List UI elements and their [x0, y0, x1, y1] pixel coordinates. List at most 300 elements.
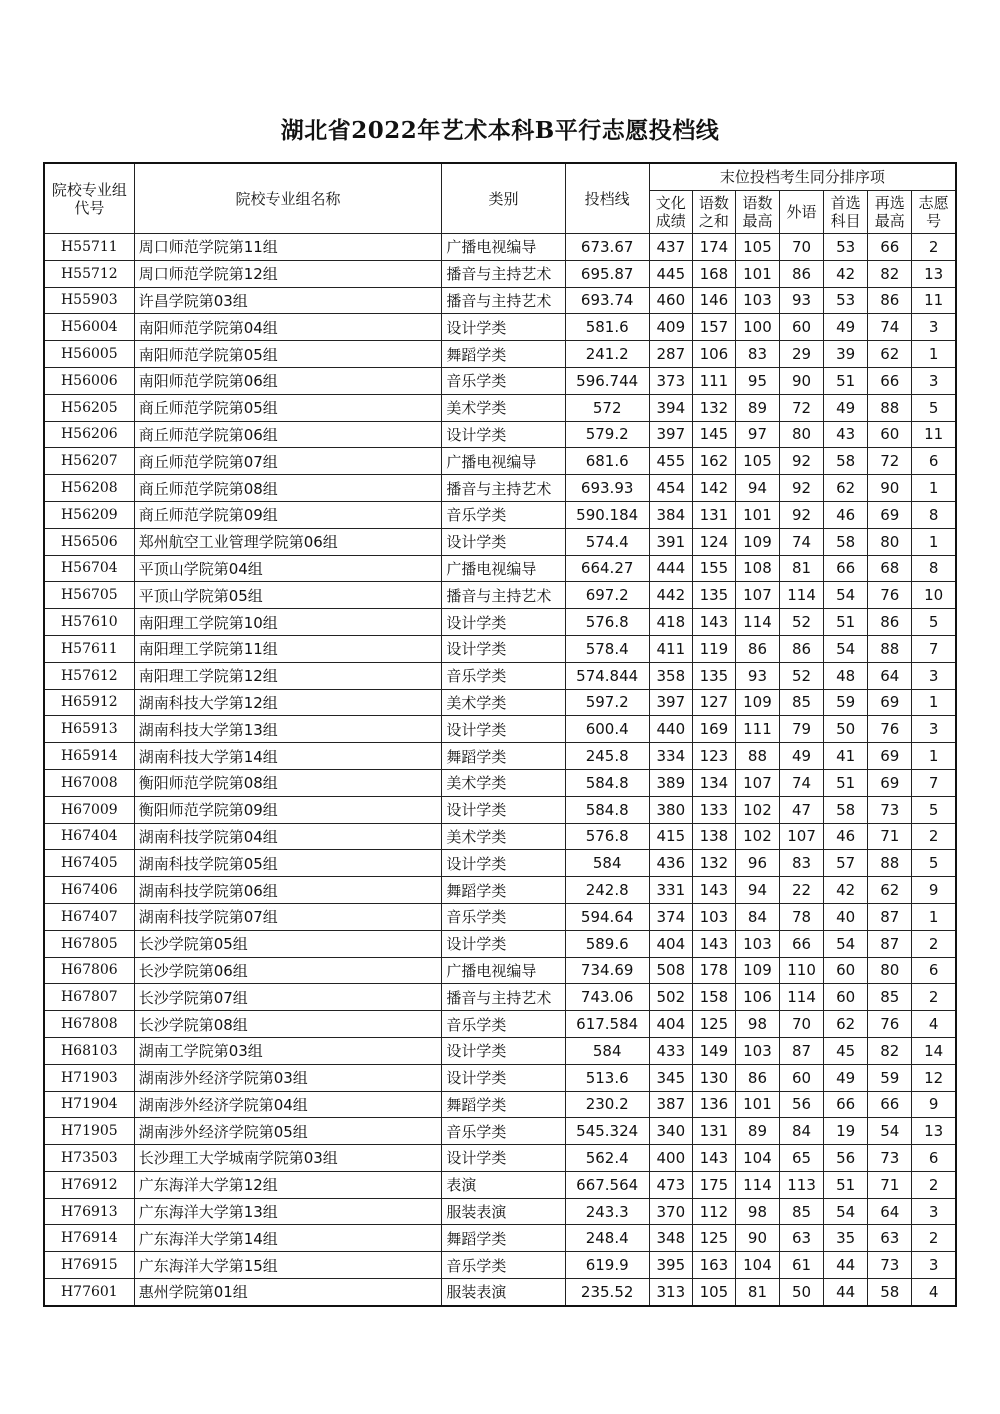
chinese-math-max-cell: 109 — [735, 528, 779, 555]
chinese-math-max-cell: 103 — [735, 1037, 779, 1064]
category-cell: 设计学类 — [442, 635, 565, 662]
chinese-math-sum-cell: 131 — [692, 1118, 735, 1145]
category-cell: 美术学类 — [442, 823, 565, 850]
chinese-math-max-cell: 103 — [735, 930, 779, 957]
preference-number-cell: 5 — [912, 394, 956, 421]
score-cell: 734.69 — [565, 957, 649, 984]
name-cell: 许昌学院第03组 — [134, 287, 442, 314]
culture-score-cell: 391 — [649, 528, 692, 555]
chinese-math-sum-cell: 132 — [692, 394, 735, 421]
first-subject-cell: 41 — [824, 743, 868, 770]
first-subject-cell: 58 — [824, 528, 868, 555]
score-cell: 594.64 — [565, 903, 649, 930]
culture-score-cell: 358 — [649, 662, 692, 689]
foreign-language-cell: 80 — [780, 421, 824, 448]
preference-number-cell: 9 — [912, 877, 956, 904]
name-cell: 长沙学院第07组 — [134, 984, 442, 1011]
first-subject-cell: 62 — [824, 475, 868, 502]
chinese-math-sum-cell: 119 — [692, 635, 735, 662]
chinese-math-sum-cell: 132 — [692, 850, 735, 877]
second-subject-max-cell: 69 — [868, 769, 912, 796]
chinese-math-max-cell: 96 — [735, 850, 779, 877]
culture-score-cell: 445 — [649, 260, 692, 287]
first-subject-cell: 49 — [824, 314, 868, 341]
table-row — [44, 957, 956, 984]
score-cell: 600.4 — [565, 716, 649, 743]
chinese-math-sum-cell: 138 — [692, 823, 735, 850]
code-cell: H76914 — [44, 1225, 134, 1252]
preference-number-cell: 1 — [912, 689, 956, 716]
second-subject-max-cell: 87 — [868, 930, 912, 957]
category-cell: 舞蹈学类 — [442, 341, 565, 368]
code-cell: H55903 — [44, 287, 134, 314]
table-row — [44, 475, 956, 502]
code-cell: H55711 — [44, 234, 134, 261]
preference-number-cell: 1 — [912, 475, 956, 502]
name-cell: 周口师范学院第11组 — [134, 234, 442, 261]
first-subject-cell: 54 — [824, 1198, 868, 1225]
foreign-language-cell: 86 — [780, 635, 824, 662]
second-subject-max-cell: 82 — [868, 1037, 912, 1064]
table-row — [44, 287, 956, 314]
preference-number-cell: 2 — [912, 1225, 956, 1252]
score-cell: 584.8 — [565, 769, 649, 796]
header-second-subject-max: 再选最高 — [868, 191, 912, 234]
second-subject-max-cell: 62 — [868, 341, 912, 368]
preference-number-cell: 12 — [912, 1064, 956, 1091]
chinese-math-max-cell: 103 — [735, 287, 779, 314]
foreign-language-cell: 92 — [780, 475, 824, 502]
table-row — [44, 796, 956, 823]
name-cell: 长沙学院第08组 — [134, 1011, 442, 1038]
score-cell: 572 — [565, 394, 649, 421]
category-cell: 舞蹈学类 — [442, 877, 565, 904]
code-cell: H76912 — [44, 1171, 134, 1198]
second-subject-max-cell: 69 — [868, 689, 912, 716]
score-cell: 619.9 — [565, 1252, 649, 1279]
foreign-language-cell: 74 — [780, 528, 824, 555]
preference-number-cell: 11 — [912, 287, 956, 314]
chinese-math-max-cell: 84 — [735, 903, 779, 930]
code-cell: H56506 — [44, 528, 134, 555]
name-cell: 商丘师范学院第09组 — [134, 501, 442, 528]
foreign-language-cell: 52 — [780, 662, 824, 689]
first-subject-cell: 49 — [824, 1064, 868, 1091]
preference-number-cell: 13 — [912, 1118, 956, 1145]
name-cell: 广东海洋大学第12组 — [134, 1171, 442, 1198]
name-cell: 湖南涉外经济学院第05组 — [134, 1118, 442, 1145]
chinese-math-sum-cell: 175 — [692, 1171, 735, 1198]
name-cell: 湖南科技学院第04组 — [134, 823, 442, 850]
culture-score-cell: 374 — [649, 903, 692, 930]
second-subject-max-cell: 87 — [868, 903, 912, 930]
name-cell: 南阳理工学院第10组 — [134, 609, 442, 636]
table-row — [44, 1252, 956, 1279]
name-cell: 周口师范学院第12组 — [134, 260, 442, 287]
foreign-language-cell: 22 — [780, 877, 824, 904]
code-cell: H56206 — [44, 421, 134, 448]
score-cell: 245.8 — [565, 743, 649, 770]
table-row — [44, 903, 956, 930]
second-subject-max-cell: 73 — [868, 1252, 912, 1279]
code-cell: H71904 — [44, 1091, 134, 1118]
chinese-math-sum-cell: 169 — [692, 716, 735, 743]
chinese-math-sum-cell: 142 — [692, 475, 735, 502]
name-cell: 广东海洋大学第13组 — [134, 1198, 442, 1225]
first-subject-cell: 50 — [824, 716, 868, 743]
preference-number-cell: 2 — [912, 1171, 956, 1198]
score-cell: 562.4 — [565, 1145, 649, 1172]
chinese-math-max-cell: 100 — [735, 314, 779, 341]
category-cell: 设计学类 — [442, 930, 565, 957]
header-name: 院校专业组名称 — [134, 163, 442, 234]
foreign-language-cell: 81 — [780, 555, 824, 582]
first-subject-cell: 42 — [824, 260, 868, 287]
foreign-language-cell: 63 — [780, 1225, 824, 1252]
chinese-math-sum-cell: 111 — [692, 367, 735, 394]
name-cell: 湖南科技学院第07组 — [134, 903, 442, 930]
code-cell: H57611 — [44, 635, 134, 662]
chinese-math-sum-cell: 112 — [692, 1198, 735, 1225]
chinese-math-max-cell: 106 — [735, 984, 779, 1011]
foreign-language-cell: 65 — [780, 1145, 824, 1172]
foreign-language-cell: 29 — [780, 341, 824, 368]
preference-number-cell: 1 — [912, 341, 956, 368]
code-cell: H67806 — [44, 957, 134, 984]
chinese-math-max-cell: 81 — [735, 1279, 779, 1306]
name-cell: 商丘师范学院第07组 — [134, 448, 442, 475]
code-cell: H68103 — [44, 1037, 134, 1064]
culture-score-cell: 409 — [649, 314, 692, 341]
table-row — [44, 314, 956, 341]
second-subject-max-cell: 54 — [868, 1118, 912, 1145]
second-subject-max-cell: 71 — [868, 823, 912, 850]
first-subject-cell: 54 — [824, 582, 868, 609]
foreign-language-cell: 52 — [780, 609, 824, 636]
code-cell: H71905 — [44, 1118, 134, 1145]
chinese-math-max-cell: 109 — [735, 689, 779, 716]
score-cell: 667.564 — [565, 1171, 649, 1198]
chinese-math-sum-cell: 127 — [692, 689, 735, 716]
code-cell: H56004 — [44, 314, 134, 341]
first-subject-cell: 39 — [824, 341, 868, 368]
table-row — [44, 850, 956, 877]
score-cell: 242.8 — [565, 877, 649, 904]
first-subject-cell: 60 — [824, 984, 868, 1011]
culture-score-cell: 460 — [649, 287, 692, 314]
name-cell: 广东海洋大学第15组 — [134, 1252, 442, 1279]
category-cell: 美术学类 — [442, 394, 565, 421]
score-cell: 579.2 — [565, 421, 649, 448]
category-cell: 美术学类 — [442, 689, 565, 716]
score-cell: 576.8 — [565, 609, 649, 636]
chinese-math-sum-cell: 136 — [692, 1091, 735, 1118]
preference-number-cell: 1 — [912, 903, 956, 930]
first-subject-cell: 48 — [824, 662, 868, 689]
chinese-math-sum-cell: 106 — [692, 341, 735, 368]
culture-score-cell: 444 — [649, 555, 692, 582]
chinese-math-sum-cell: 178 — [692, 957, 735, 984]
preference-number-cell: 11 — [912, 421, 956, 448]
second-subject-max-cell: 66 — [868, 234, 912, 261]
table-row — [44, 1171, 956, 1198]
foreign-language-cell: 50 — [780, 1279, 824, 1306]
table-row — [44, 635, 956, 662]
score-cell: 574.4 — [565, 528, 649, 555]
chinese-math-max-cell: 86 — [735, 635, 779, 662]
name-cell: 湖南科技学院第06组 — [134, 877, 442, 904]
chinese-math-max-cell: 114 — [735, 609, 779, 636]
culture-score-cell: 387 — [649, 1091, 692, 1118]
category-cell: 设计学类 — [442, 850, 565, 877]
second-subject-max-cell: 64 — [868, 662, 912, 689]
foreign-language-cell: 83 — [780, 850, 824, 877]
header-chinese-math-sum: 语数之和 — [692, 191, 735, 234]
code-cell: H67808 — [44, 1011, 134, 1038]
foreign-language-cell: 70 — [780, 1011, 824, 1038]
foreign-language-cell: 61 — [780, 1252, 824, 1279]
preference-number-cell: 2 — [912, 984, 956, 1011]
first-subject-cell: 51 — [824, 609, 868, 636]
code-cell: H67805 — [44, 930, 134, 957]
second-subject-max-cell: 68 — [868, 555, 912, 582]
category-cell: 舞蹈学类 — [442, 1225, 565, 1252]
chinese-math-max-cell: 105 — [735, 234, 779, 261]
first-subject-cell: 40 — [824, 903, 868, 930]
table-row — [44, 501, 956, 528]
culture-score-cell: 442 — [649, 582, 692, 609]
name-cell: 湖南科技大学第13组 — [134, 716, 442, 743]
chinese-math-max-cell: 101 — [735, 1091, 779, 1118]
table-row — [44, 743, 956, 770]
second-subject-max-cell: 66 — [868, 1091, 912, 1118]
preference-number-cell: 1 — [912, 743, 956, 770]
chinese-math-max-cell: 102 — [735, 823, 779, 850]
preference-number-cell: 3 — [912, 1252, 956, 1279]
culture-score-cell: 418 — [649, 609, 692, 636]
preference-number-cell: 2 — [912, 234, 956, 261]
first-subject-cell: 58 — [824, 448, 868, 475]
name-cell: 湖南科技学院第05组 — [134, 850, 442, 877]
table-row — [44, 1145, 956, 1172]
first-subject-cell: 51 — [824, 1171, 868, 1198]
table-row — [44, 1091, 956, 1118]
code-cell: H67407 — [44, 903, 134, 930]
name-cell: 长沙学院第06组 — [134, 957, 442, 984]
first-subject-cell: 62 — [824, 1011, 868, 1038]
chinese-math-sum-cell: 168 — [692, 260, 735, 287]
chinese-math-max-cell: 94 — [735, 877, 779, 904]
category-cell: 广播电视编导 — [442, 234, 565, 261]
chinese-math-sum-cell: 149 — [692, 1037, 735, 1064]
name-cell: 衡阳师范学院第09组 — [134, 796, 442, 823]
score-cell: 693.74 — [565, 287, 649, 314]
preference-number-cell: 7 — [912, 769, 956, 796]
foreign-language-cell: 90 — [780, 367, 824, 394]
preference-number-cell: 8 — [912, 501, 956, 528]
category-cell: 播音与主持艺术 — [442, 260, 565, 287]
culture-score-cell: 384 — [649, 501, 692, 528]
table-row — [44, 528, 956, 555]
code-cell: H57612 — [44, 662, 134, 689]
chinese-math-sum-cell: 130 — [692, 1064, 735, 1091]
score-cell: 578.4 — [565, 635, 649, 662]
culture-score-cell: 287 — [649, 341, 692, 368]
code-cell: H67807 — [44, 984, 134, 1011]
foreign-language-cell: 47 — [780, 796, 824, 823]
name-cell: 广东海洋大学第14组 — [134, 1225, 442, 1252]
table-row — [44, 555, 956, 582]
culture-score-cell: 404 — [649, 1011, 692, 1038]
preference-number-cell: 10 — [912, 582, 956, 609]
chinese-math-max-cell: 107 — [735, 582, 779, 609]
culture-score-cell: 395 — [649, 1252, 692, 1279]
header-chinese-math-max: 语数最高 — [735, 191, 779, 234]
name-cell: 郑州航空工业管理学院第06组 — [134, 528, 442, 555]
score-cell: 241.2 — [565, 341, 649, 368]
first-subject-cell: 51 — [824, 769, 868, 796]
chinese-math-max-cell: 101 — [735, 501, 779, 528]
chinese-math-sum-cell: 174 — [692, 234, 735, 261]
foreign-language-cell: 56 — [780, 1091, 824, 1118]
table-row — [44, 1279, 956, 1306]
table-row — [44, 394, 956, 421]
second-subject-max-cell: 73 — [868, 796, 912, 823]
second-subject-max-cell: 73 — [868, 1145, 912, 1172]
foreign-language-cell: 87 — [780, 1037, 824, 1064]
foreign-language-cell: 60 — [780, 1064, 824, 1091]
name-cell: 湖南科技大学第12组 — [134, 689, 442, 716]
preference-number-cell: 2 — [912, 823, 956, 850]
foreign-language-cell: 86 — [780, 260, 824, 287]
code-cell: H67009 — [44, 796, 134, 823]
chinese-math-sum-cell: 143 — [692, 609, 735, 636]
name-cell: 衡阳师范学院第08组 — [134, 769, 442, 796]
score-cell: 581.6 — [565, 314, 649, 341]
culture-score-cell: 389 — [649, 769, 692, 796]
first-subject-cell: 53 — [824, 234, 868, 261]
code-cell: H57610 — [44, 609, 134, 636]
second-subject-max-cell: 59 — [868, 1064, 912, 1091]
code-cell: H56207 — [44, 448, 134, 475]
score-cell: 693.93 — [565, 475, 649, 502]
culture-score-cell: 404 — [649, 930, 692, 957]
chinese-math-max-cell: 101 — [735, 260, 779, 287]
foreign-language-cell: 107 — [780, 823, 824, 850]
chinese-math-max-cell: 105 — [735, 448, 779, 475]
code-cell: H76915 — [44, 1252, 134, 1279]
culture-score-cell: 394 — [649, 394, 692, 421]
culture-score-cell: 400 — [649, 1145, 692, 1172]
chinese-math-max-cell: 104 — [735, 1145, 779, 1172]
name-cell: 南阳师范学院第05组 — [134, 341, 442, 368]
category-cell: 音乐学类 — [442, 1252, 565, 1279]
category-cell: 设计学类 — [442, 609, 565, 636]
first-subject-cell: 58 — [824, 796, 868, 823]
score-cell: 584 — [565, 850, 649, 877]
name-cell: 湖南工学院第03组 — [134, 1037, 442, 1064]
table-row — [44, 716, 956, 743]
chinese-math-max-cell: 104 — [735, 1252, 779, 1279]
category-cell: 服装表演 — [442, 1279, 565, 1306]
category-cell: 播音与主持艺术 — [442, 287, 565, 314]
name-cell: 惠州学院第01组 — [134, 1279, 442, 1306]
first-subject-cell: 42 — [824, 877, 868, 904]
category-cell: 舞蹈学类 — [442, 743, 565, 770]
code-cell: H71903 — [44, 1064, 134, 1091]
code-cell: H65913 — [44, 716, 134, 743]
category-cell: 播音与主持艺术 — [442, 582, 565, 609]
table-row — [44, 984, 956, 1011]
score-cell: 545.324 — [565, 1118, 649, 1145]
foreign-language-cell: 49 — [780, 743, 824, 770]
culture-score-cell: 415 — [649, 823, 692, 850]
chinese-math-max-cell: 83 — [735, 341, 779, 368]
foreign-language-cell: 66 — [780, 930, 824, 957]
category-cell: 设计学类 — [442, 1037, 565, 1064]
chinese-math-max-cell: 95 — [735, 367, 779, 394]
table-row — [44, 1198, 956, 1225]
score-cell: 617.584 — [565, 1011, 649, 1038]
category-cell: 设计学类 — [442, 528, 565, 555]
culture-score-cell: 334 — [649, 743, 692, 770]
table-row — [44, 341, 956, 368]
admission-score-table — [43, 162, 957, 1307]
chinese-math-max-cell: 89 — [735, 394, 779, 421]
foreign-language-cell: 84 — [780, 1118, 824, 1145]
table-row — [44, 1037, 956, 1064]
second-subject-max-cell: 64 — [868, 1198, 912, 1225]
score-cell: 230.2 — [565, 1091, 649, 1118]
category-cell: 音乐学类 — [442, 501, 565, 528]
preference-number-cell: 5 — [912, 850, 956, 877]
name-cell: 长沙学院第05组 — [134, 930, 442, 957]
chinese-math-max-cell: 107 — [735, 769, 779, 796]
name-cell: 平顶山学院第04组 — [134, 555, 442, 582]
code-cell: H56705 — [44, 582, 134, 609]
chinese-math-max-cell: 97 — [735, 421, 779, 448]
second-subject-max-cell: 88 — [868, 394, 912, 421]
second-subject-max-cell: 69 — [868, 743, 912, 770]
category-cell: 设计学类 — [442, 796, 565, 823]
name-cell: 南阳理工学院第11组 — [134, 635, 442, 662]
category-cell: 服装表演 — [442, 1198, 565, 1225]
category-cell: 表演 — [442, 1171, 565, 1198]
foreign-language-cell: 110 — [780, 957, 824, 984]
score-cell: 243.3 — [565, 1198, 649, 1225]
score-cell: 513.6 — [565, 1064, 649, 1091]
second-subject-max-cell: 71 — [868, 1171, 912, 1198]
header-category: 类别 — [442, 163, 565, 234]
second-subject-max-cell: 82 — [868, 260, 912, 287]
table-row — [44, 823, 956, 850]
code-cell: H56209 — [44, 501, 134, 528]
score-cell: 743.06 — [565, 984, 649, 1011]
category-cell: 美术学类 — [442, 769, 565, 796]
category-cell: 舞蹈学类 — [442, 1091, 565, 1118]
table-row — [44, 689, 956, 716]
category-cell: 播音与主持艺术 — [442, 475, 565, 502]
foreign-language-cell: 85 — [780, 1198, 824, 1225]
second-subject-max-cell: 85 — [868, 984, 912, 1011]
second-subject-max-cell: 74 — [868, 314, 912, 341]
code-cell: H67406 — [44, 877, 134, 904]
chinese-math-sum-cell: 162 — [692, 448, 735, 475]
chinese-math-max-cell: 98 — [735, 1011, 779, 1038]
chinese-math-sum-cell: 133 — [692, 796, 735, 823]
score-cell: 681.6 — [565, 448, 649, 475]
culture-score-cell: 331 — [649, 877, 692, 904]
